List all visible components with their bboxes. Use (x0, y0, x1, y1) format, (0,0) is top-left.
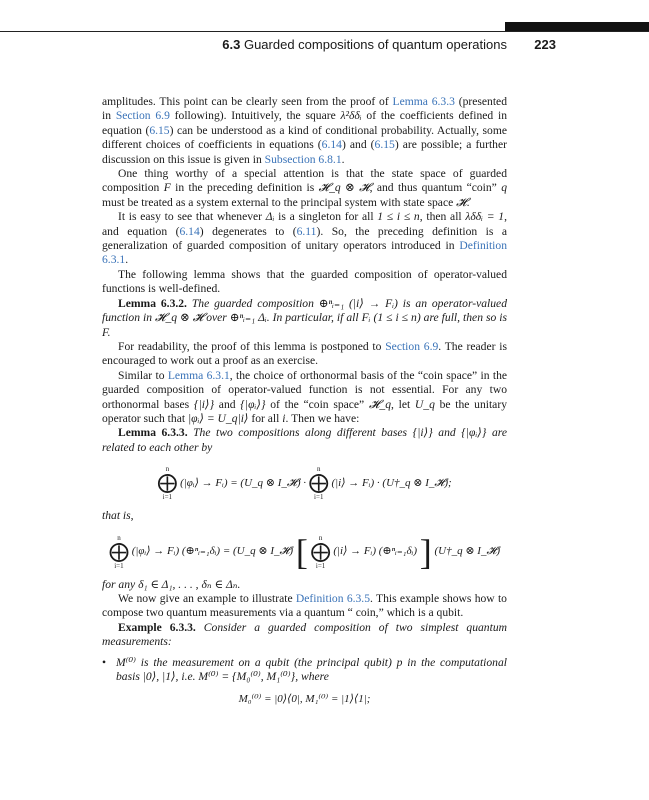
running-header (0, 37, 649, 57)
header-rule (0, 31, 649, 32)
bigop-oplus-4: n ⨁ i=1 (310, 533, 331, 570)
paragraph-3: It is easy to see that whenever Δᵢ is a singleton for all 1 ≤ i ≤ n, then all λδδᵢ = 1, and equation (6.14) degenerates to (6.11). So, the preceding definition is a generalization of guarded composition of unitary operators introduced in Definition 6.3.1. (102, 210, 507, 267)
link-eq-6-15b[interactable]: 6.15 (374, 138, 395, 152)
paragraph-7: We now give an example to illustrate Definition 6.3.5. This example shows how to compose two quantum measurements via a quantum “ coin,” which is a qubit. (102, 591, 507, 620)
link-eq-6-11[interactable]: 6.11 (296, 224, 317, 238)
header-section-number: 6.3 (222, 37, 241, 52)
link-lemma-6-3-3[interactable]: Lemma 6.3.3 (392, 95, 455, 108)
link-section-6-9b[interactable]: Section 6.9 (385, 339, 439, 353)
equation-2: n ⨁ i=1 (|φᵢ⟩ → Fᵢ) (⊕ⁿᵢ₌₁δᵢ) = (U_q ⊗ I_𝓗) [ n ⨁ i=1 (|i⟩ → Fᵢ) (⊕ⁿᵢ₌₁δᵢ) ] (U†_q ⊗ I_𝓗) (108, 531, 501, 572)
bigop-oplus-1: n ⨁ i=1 (157, 465, 178, 502)
page-body (102, 95, 507, 707)
link-eq-6-14[interactable]: 6.14 (321, 138, 342, 152)
left-bracket: [ (295, 531, 308, 572)
link-lemma-6-3-1[interactable]: Lemma 6.3.1 (167, 368, 230, 382)
bigop-oplus-3: n ⨁ i=1 (108, 533, 129, 570)
right-bracket: ] (419, 531, 432, 572)
paragraph-1: amplitudes. This point can be clearly seen from the proof of Lemma 6.3.3 (presented in Section 6.9 following). Intuitively, the square λ²δδᵢ of the coefficients defined in equation (6.15) can be understood as a kind of conditional probability. Actually, some different choices of coefficients in equations (6.14) and (6.15) are possible; a further discussion on this issue is given in Subsection 6.8.1. (102, 95, 508, 166)
lemma-6-3-2: Lemma 6.3.2. The guarded composition ⊕ⁿᵢ₌₁ (|i⟩ → Fᵢ) is an operator-valued function in 𝓗_q ⊗ 𝓗 over ⊕ⁿᵢ₌₁ Δᵢ. In particular, if all Fᵢ (1 ≤ i ≤ n) are full, then so is F. (102, 296, 508, 339)
equation-1: n ⨁ i=1 (|φᵢ⟩ → Fᵢ) = (U_q ⊗ I_𝓗) · n ⨁ i=1 (|i⟩ → Fᵢ) · (U†_q ⊗ I_𝓗); (157, 465, 452, 502)
header-title (222, 37, 507, 52)
example-6-3-3: Example 6.3.3. Consider a guarded composition of two simplest quantum measurements: (102, 620, 507, 649)
header-accent-bar (505, 22, 649, 31)
lemma-6-3-3: Lemma 6.3.3. The two compositions along different bases {|i⟩} and {|φᵢ⟩} are related to each other by (102, 426, 507, 454)
paragraph-4: The following lemma shows that the guarded composition of operator-valued functions is well-defined. (102, 267, 507, 296)
link-definition-6-3-5[interactable]: Definition 6.3.5 (295, 591, 371, 605)
equation-3: M₀⁽⁰⁾ = |0⟩⟨0|, M₁⁽⁰⁾ = |1⟩⟨1|; (238, 693, 371, 706)
paragraph-5: For readability, the proof of this lemma is postponed to Section 6.9. The reader is encouraged to work out a proof as an exercise. (102, 339, 507, 368)
page-number: 223 (534, 37, 556, 52)
link-section-6-9[interactable]: Section 6.9 (115, 109, 170, 123)
link-eq-6-14b[interactable]: 6.14 (179, 224, 200, 238)
header-section-title: Guarded compositions of quantum operations (243, 37, 507, 52)
for-any: for any δ₁ ∈ Δ₁, . . . , δₙ ∈ Δₙ. (102, 577, 241, 591)
list-item: • M⁽⁰⁾ is the measurement on a qubit (the principal qubit) p in the computational basis |0⟩, |1⟩, i.e. M⁽⁰⁾ = {M₀⁽⁰⁾, M₁⁽⁰⁾}, where (102, 656, 507, 685)
link-eq-6-15[interactable]: 6.15 (149, 123, 170, 137)
paragraph-6: Similar to Lemma 6.3.1, the choice of orthonormal basis of the “coin space” in the guarded composition of operator-valued function is not essential. For any two orthonormal bases {|i⟩} and {|φᵢ⟩} of the “coin space” 𝓗_q, let U_q be the unitary operator such that |φᵢ⟩ = U_q|i⟩ for all i. Then we have: (102, 368, 508, 425)
link-subsection-6-8-1[interactable]: Subsection 6.8.1 (264, 152, 342, 166)
link-definition-6-3-1[interactable]: Definition 6.3.1 (102, 239, 507, 267)
example-bullet-list (102, 656, 507, 685)
that-is: that is, (102, 509, 134, 523)
bigop-oplus-2: n ⨁ i=1 (308, 465, 329, 502)
paragraph-2: One thing worthy of a special attention is that the state space of guarded composition F in the preceding definition is 𝓗_q ⊗ 𝓗, and thus quantum “coin” q must be treated as a system external to the principal system with state space 𝓗. (102, 167, 507, 209)
